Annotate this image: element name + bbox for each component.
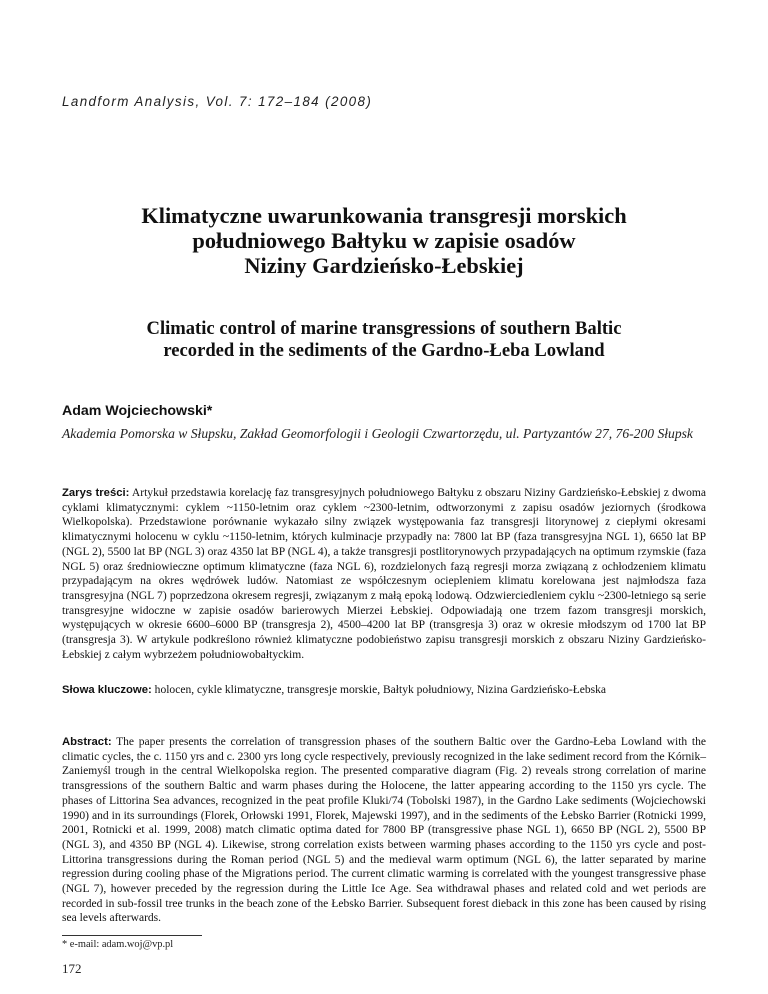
slowa-kluczowe bbox=[62, 683, 706, 698]
zarys-label: Zarys treści: bbox=[62, 487, 130, 499]
author-name: Adam Wojciechowski* bbox=[62, 403, 213, 419]
abstract bbox=[62, 735, 706, 926]
zarys-tresci bbox=[62, 486, 706, 662]
author-affiliation: Akademia Pomorska w Słupsku, Zakład Geomorfologii i Geologii Czwartorzędu, ul. Partyzantów 27, 76-200 Słupsk bbox=[62, 426, 693, 441]
title-polish-line-2: południowego Bałtyku w zapisie osadów bbox=[192, 228, 576, 253]
title-english bbox=[62, 318, 706, 362]
title-polish-line-3: Niziny Gardzieńsko-Łebskiej bbox=[244, 253, 524, 278]
title-polish-line-1: Klimatyczne uwarunkowania transgresji morskich bbox=[141, 203, 627, 228]
slowa-text: holocen, cykle klimatyczne, transgresje morskie, Bałtyk południowy, Nizina Gardzieńsko-Łebska bbox=[154, 684, 607, 696]
zarys-text: Artykuł przedstawia korelację faz transgresyjnych południowego Bałtyku z obszaru Niziny Gardzieńsko-Łebskiej z dwoma cyklami klimatycznymi: cyklem ~1150-letnim oraz cyklem ~2300-letnim, odtworzonymi z zapisu osadów jeziornych (środkowa Wielkopolska). Przedstawione porównanie wykazało silny związek występowania faz transgresji litorynowej z ciepłymi okresami klimatycznymi holocenu w cyklu ~1150-letnim, których kulminacje przypadły na: 7800 lat BP (faza transgresyjna NGL 1), 6650 lat BP (NGL 2), 5500 lat BP (NGL 3) oraz 4350 lat BP (NGL 4), a także transgresji postlitorynowych przypadających na optimum rzymskie (faza NGL 5) oraz średniowieczne optimum klimatyczne (faza NGL 6), rozdzielonych fazą regresji morza związaną z ochłodzeniem klimatu przypadającym na okres wędrówek ludów. Natomiast ze współczesnym ociepleniem klimatu korelowana jest najmłodsza faza transgresyjna (NGL 7) poprzedzona okresem regresji, związanym z małą epoką lodową. Odzwierciedleniem cyklu ~2300-letniego są serie transgresyjne widoczne w zapisie osadów barierowych Mierzei Łebskiej. Odpowiadają one trzem fazom transgresji morskich, występujących w okresie 6600–6000 BP (transgresja 2), 4500–4200 lat BP (transgresja 3) oraz w okresie młodszym od 1700 lat BP (transgresja 3). W artykule podkreślono również klimatyczne podobieństwo zapisu transgresji morskich z obszaru Niziny Gardzieńsko-Łebskiej z całym wybrzeżem południowobałtyckim. bbox=[62, 487, 706, 661]
abstract-label: Abstract: bbox=[62, 736, 112, 748]
abstract-text: The paper presents the correlation of transgression phases of the southern Baltic over the Gardno-Łeba Lowland with the climatic cycles, the c. 1150 yrs and c. 2300 yrs long cycle respectively, previously recognized in the lake sediment record from the Kórnik–Zaniemyśl trough in the central Wielkopolska region. The presented comparative diagram (Fig. 2) reveals strong correlation of marine transgressions of the southern Baltic and warm phases during the Holocene, the latter appearing according to the 1150 yrs cycle. The phases of Littorina Sea advances, recognized in the peat profile Kluki/74 (Tobolski 1987), in the Gardno Lake sediments (Wojciechowski 1990) and in its surroundings (Florek, Orłowski 1991, Florek, Majewski 1997), and in the sediments of the Łebsko Barrier (Rotnicki 1999, 2001, Rotnicki et al. 1999, 2008) match climatic optima dated for 7800 BP (transgressive phase NGL 1), 6650 BP (NGL 2), 5500 BP (NGL 3), and 4350 BP (NGL 4). Likewise, strong correlation exists between warming phases according to the 1150 yrs cycle and post-Littorina transgressions during the Roman period (NGL 5) and the medieval warm optimum (NGL 6), the latter separated by marine regression during cooling phase of the Migrations period. The current climatic warming is correlated with the youngest transgressive phase (NGL 7), however preceded by the regression during the Little Ice Age. Sea withdrawal phases and related cold and wet periods are recorded in sub-fossil tree trunks in the beach zone of the Łebsko Barrier. Subsequent forest dieback in this zone has been caused by rising sea levels afterwards. bbox=[62, 736, 706, 925]
footnote-divider bbox=[62, 935, 202, 936]
title-english-line-1: Climatic control of marine transgressions of southern Baltic bbox=[146, 318, 622, 339]
title-english-line-2: recorded in the sediments of the Gardno-Łeba Lowland bbox=[163, 340, 605, 361]
page-number: 172 bbox=[62, 961, 82, 976]
slowa-label: Słowa kluczowe: bbox=[62, 684, 152, 696]
title-polish bbox=[62, 203, 706, 278]
footnote-email: * e-mail: adam.woj@vp.pl bbox=[62, 939, 174, 950]
journal-header: Landform Analysis, Vol. 7: 172–184 (2008) bbox=[62, 94, 373, 109]
